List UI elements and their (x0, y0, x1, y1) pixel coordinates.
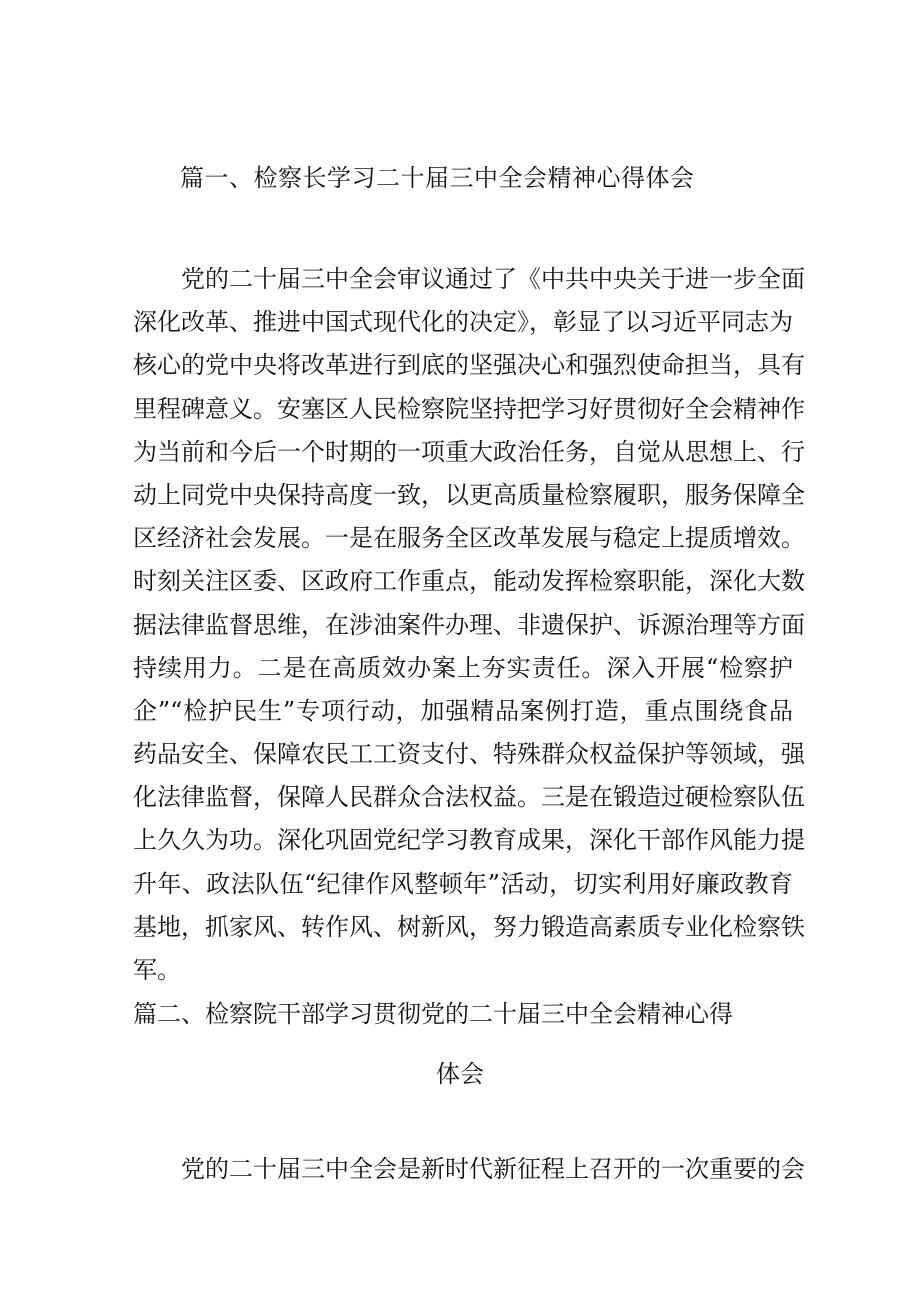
paragraph-line: 药品安全、保障农民工工资支付、特殊群众权益保护等领域，强 (133, 740, 805, 769)
paragraph-line: 持续用力。二是在高质效办案上夯实责任。深入开展“检察护 (133, 653, 793, 682)
paragraph-line: 里程碑意义。安塞区人民检察院坚持把学习好贯彻好全会精神作 (133, 394, 805, 423)
paragraph-line: 上久久为功。深化巩固党纪学习教育成果，深化干部作风能力提 (133, 826, 805, 855)
paragraph-line: 为当前和今后一个时期的一项重大政治任务，自觉从思想上、行 (133, 437, 805, 466)
paragraph-line: 党的二十届三中全会审议通过了《中共中央关于进一步全面 (181, 265, 805, 293)
paragraph-line: 党的二十届三中全会是新时代新征程上召开的一次重要的会 (181, 1155, 805, 1183)
paragraph-line: 基地，抓家风、转作风、树新风，努力锻造高素质专业化检察铁 (133, 912, 805, 941)
paragraph-line: 时刻关注区委、区政府工作重点，能动发挥检察职能，深化大数 (133, 567, 805, 596)
section2-body (133, 1148, 805, 1191)
section1-body (133, 258, 805, 992)
section2-title: 篇二、检察院干部学习贯彻党的二十届三中全会精神心得 (133, 1000, 733, 1028)
paragraph-line: 深化改革、推进中国式现代化的决定》，彰显了以习近平同志为 (133, 308, 793, 337)
section2-title-continued: 体会 (436, 1060, 484, 1088)
paragraph-line: 化法律监督，保障人民群众合法权益。三是在锻造过硬检察队伍 (133, 783, 805, 812)
paragraph-line: 动上同党中央保持高度一致，以更高质量检察履职，服务保障全 (133, 480, 805, 509)
paragraph-line: 据法律监督思维，在涉油案件办理、非遗保护、诉源治理等方面 (133, 610, 805, 639)
paragraph-line: 企”“检护民生”专项行动，加强精品案例打造，重点围绕食品 (133, 696, 793, 725)
paragraph-line: 区经济社会发展。一是在服务全区改革发展与稳定上提质增效。 (133, 524, 805, 553)
paragraph-line: 军。 (133, 956, 181, 984)
paragraph-line: 核心的党中央将改革进行到底的坚强决心和强烈使命担当，具有 (133, 351, 805, 380)
paragraph-line: 升年、政法队伍“纪律作风整顿年”活动，切实利用好廉政教育 (133, 869, 793, 898)
section1-title: 篇一、检察长学习二十届三中全会精神心得体会 (180, 164, 695, 192)
